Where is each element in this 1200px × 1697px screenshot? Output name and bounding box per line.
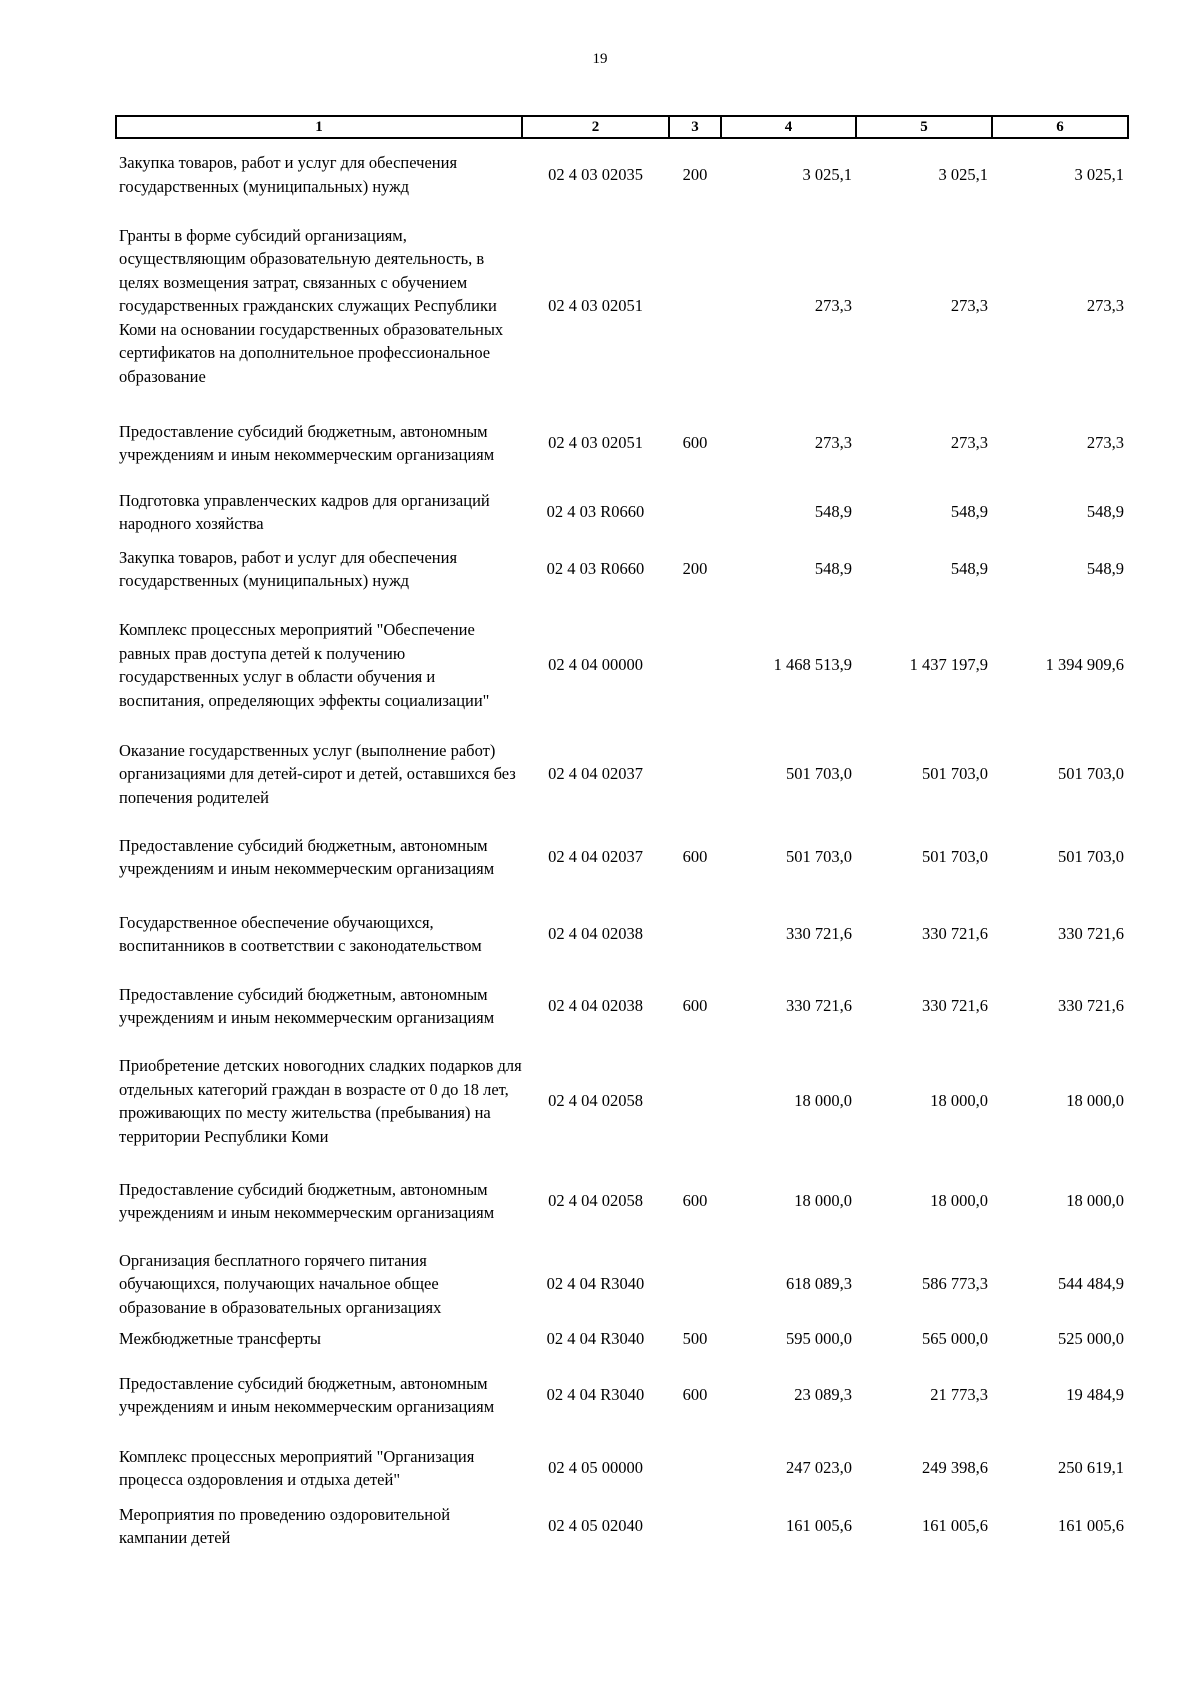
row-value-4: 247 023,0: [786, 1458, 852, 1478]
row-name: Подготовка управленческих кадров для организаций народного хозяйства: [119, 490, 490, 533]
row-value-4: 501 703,0: [786, 847, 852, 867]
row-expense-type: 600: [682, 996, 708, 1016]
page-number: 19: [592, 51, 608, 67]
table-row: [116, 402, 1128, 484]
row-name: Предоставление субсидий бюджетным, автономным учреждениям и иным некоммерческим организациям: [119, 835, 495, 878]
row-value-4: 501 703,0: [786, 764, 852, 784]
row-value-5: 330 721,6: [922, 996, 988, 1016]
table-row: [116, 138, 1128, 210]
table-row: [116, 970, 1128, 1042]
row-name: Мероприятия по проведению оздоровительной кампании детей: [119, 1504, 451, 1547]
row-expense-type: 200: [682, 559, 708, 579]
table-row: [116, 1352, 1128, 1438]
row-expense-type: [669, 484, 721, 540]
row-value-5: 18 000,0: [930, 1191, 988, 1211]
row-name: Гранты в форме субсидий организациям, осуществляющим образовательную деятельность, в целях возмещения затрат, связанных с обучением государственных гражданских служащих Республики Коми на основании государственных образовательных сертификатов на дополнительное профессиональное образование: [119, 225, 504, 386]
row-name: Государственное обеспечение обучающихся, воспитанников в соответствии с законодательством: [119, 912, 482, 955]
row-expense-type: [669, 598, 721, 732]
row-value-5: 548,9: [950, 559, 988, 579]
row-value-5: 21 773,3: [930, 1385, 988, 1405]
row-expense-type: [669, 1042, 721, 1160]
row-value-6: 18 000,0: [1066, 1191, 1124, 1211]
row-value-6: 273,3: [1086, 296, 1124, 316]
row-value-6: 1 394 909,6: [1045, 655, 1124, 675]
col-header-3: 3: [669, 116, 721, 138]
row-expense-type: 600: [682, 1191, 708, 1211]
row-expense-type: [669, 898, 721, 970]
row-code: 02 4 04 02037: [548, 764, 643, 784]
row-code: 02 4 03 02035: [548, 164, 643, 184]
table-row: [116, 816, 1128, 898]
col-header-1: 1: [116, 116, 522, 138]
table-row: [116, 1160, 1128, 1242]
row-value-6: 19 484,9: [1066, 1385, 1124, 1405]
row-value-5: 586 773,3: [922, 1274, 988, 1294]
row-value-5: 1 437 197,9: [909, 655, 988, 675]
table-row: [116, 210, 1128, 402]
col-header-6: 6: [992, 116, 1128, 138]
row-name: Комплекс процессных мероприятий "Обеспечение равных прав доступа детей к получению государственных услуг в области обучения и воспитания, определяющих эффекты социализации": [119, 620, 490, 710]
row-code: 02 4 05 02040: [548, 1516, 643, 1536]
row-expense-type: 600: [682, 1385, 708, 1405]
row-code: 02 4 03 02051: [548, 296, 643, 316]
row-name: Предоставление субсидий бюджетным, автономным учреждениям и иным некоммерческим организациям: [119, 1179, 495, 1222]
col-header-4: 4: [721, 116, 856, 138]
row-name: Комплекс процессных мероприятий "Организация процесса оздоровления и отдыха детей": [119, 1446, 475, 1489]
row-expense-type: 500: [682, 1329, 708, 1349]
row-value-6: 548,9: [1086, 502, 1124, 522]
row-value-4: 548,9: [814, 559, 852, 579]
row-name: Закупка товаров, работ и услуг для обеспечения государственных (муниципальных) нужд: [119, 547, 458, 590]
row-value-4: 1 468 513,9: [773, 655, 852, 675]
row-code: 02 4 04 R3040: [546, 1385, 645, 1405]
row-code: 02 4 03 R0660: [546, 559, 645, 579]
row-name: Межбюджетные трансферты: [119, 1329, 322, 1349]
row-value-4: 618 089,3: [786, 1274, 852, 1294]
row-value-6: 273,3: [1086, 433, 1124, 453]
row-code: 02 4 03 R0660: [546, 502, 645, 522]
col-header-2: 2: [522, 116, 669, 138]
row-name: Приобретение детских новогодних сладких подарков для отдельных категорий граждан в возрасте от 0 до 18 лет, проживающих по месту жительства (пребывания) на территории Республики Коми: [119, 1056, 522, 1146]
row-value-5: 330 721,6: [922, 924, 988, 944]
row-value-6: 330 721,6: [1058, 996, 1124, 1016]
row-value-6: 330 721,6: [1058, 924, 1124, 944]
row-value-4: 18 000,0: [794, 1091, 852, 1111]
row-code: 02 4 05 00000: [548, 1458, 643, 1478]
row-value-5: 501 703,0: [922, 764, 988, 784]
table-row: [116, 1438, 1128, 1498]
row-value-6: 548,9: [1086, 559, 1124, 579]
table-row: [116, 1498, 1128, 1554]
row-code: 02 4 04 02038: [548, 924, 643, 944]
row-expense-type: [669, 732, 721, 816]
row-code: 02 4 04 02058: [548, 1191, 643, 1211]
table-row: [116, 540, 1128, 598]
row-code: 02 4 04 00000: [548, 655, 643, 675]
row-expense-type: [669, 1242, 721, 1326]
row-name: Предоставление субсидий бюджетным, автономным учреждениям и иным некоммерческим организациям: [119, 984, 495, 1027]
row-expense-type: 200: [682, 164, 708, 184]
row-value-5: 273,3: [950, 433, 988, 453]
row-value-5: 273,3: [950, 296, 988, 316]
row-expense-type: [669, 1438, 721, 1498]
row-value-6: 544 484,9: [1058, 1274, 1124, 1294]
table-row: [116, 1326, 1128, 1352]
row-name: Закупка товаров, работ и услуг для обеспечения государственных (муниципальных) нужд: [119, 153, 458, 196]
row-expense-type: 600: [682, 847, 708, 867]
row-value-6: 250 619,1: [1058, 1458, 1124, 1478]
row-value-5: 548,9: [950, 502, 988, 522]
table-row: [116, 732, 1128, 816]
row-value-5: 565 000,0: [922, 1329, 988, 1349]
row-value-5: 18 000,0: [930, 1091, 988, 1111]
row-value-5: 501 703,0: [922, 847, 988, 867]
row-code: 02 4 03 02051: [548, 433, 643, 453]
row-value-4: 548,9: [814, 502, 852, 522]
row-value-5: 161 005,6: [922, 1516, 988, 1536]
row-value-4: 330 721,6: [786, 996, 852, 1016]
row-name: Предоставление субсидий бюджетным, автономным учреждениям и иным некоммерческим организациям: [119, 421, 495, 464]
table-row: [116, 598, 1128, 732]
row-value-6: 161 005,6: [1058, 1516, 1124, 1536]
table-row: [116, 1242, 1128, 1326]
row-value-4: 161 005,6: [786, 1516, 852, 1536]
row-value-4: 273,3: [814, 433, 852, 453]
table-row: [116, 484, 1128, 540]
budget-table: [115, 115, 1129, 1554]
row-value-4: 3 025,1: [802, 164, 852, 184]
row-value-5: 249 398,6: [922, 1458, 988, 1478]
row-value-4: 273,3: [814, 296, 852, 316]
col-header-5: 5: [856, 116, 992, 138]
row-value-6: 525 000,0: [1058, 1329, 1124, 1349]
row-name: Предоставление субсидий бюджетным, автономным учреждениям и иным некоммерческим организациям: [119, 1373, 495, 1416]
row-value-4: 330 721,6: [786, 924, 852, 944]
row-code: 02 4 04 02038: [548, 996, 643, 1016]
row-name: Оказание государственных услуг (выполнение работ) организациями для детей-сирот и детей, оставшихся без попечения родителей: [119, 740, 516, 807]
table-row: [116, 1042, 1128, 1160]
row-value-4: 23 089,3: [794, 1385, 852, 1405]
row-code: 02 4 04 R3040: [546, 1329, 645, 1349]
row-expense-type: 600: [682, 433, 708, 453]
row-value-4: 18 000,0: [794, 1191, 852, 1211]
table-row: [116, 898, 1128, 970]
row-value-4: 595 000,0: [786, 1329, 852, 1349]
row-value-6: 18 000,0: [1066, 1091, 1124, 1111]
row-expense-type: [669, 210, 721, 402]
header-row: [116, 116, 1128, 138]
row-value-6: 501 703,0: [1058, 764, 1124, 784]
row-name: Организация бесплатного горячего питания обучающихся, получающих начальное общее образование в образовательных организациях: [119, 1250, 442, 1317]
row-value-6: 3 025,1: [1074, 164, 1124, 184]
row-code: 02 4 04 R3040: [546, 1274, 645, 1294]
row-value-6: 501 703,0: [1058, 847, 1124, 867]
row-code: 02 4 04 02037: [548, 847, 643, 867]
row-code: 02 4 04 02058: [548, 1091, 643, 1111]
row-expense-type: [669, 1498, 721, 1554]
row-value-5: 3 025,1: [938, 164, 988, 184]
